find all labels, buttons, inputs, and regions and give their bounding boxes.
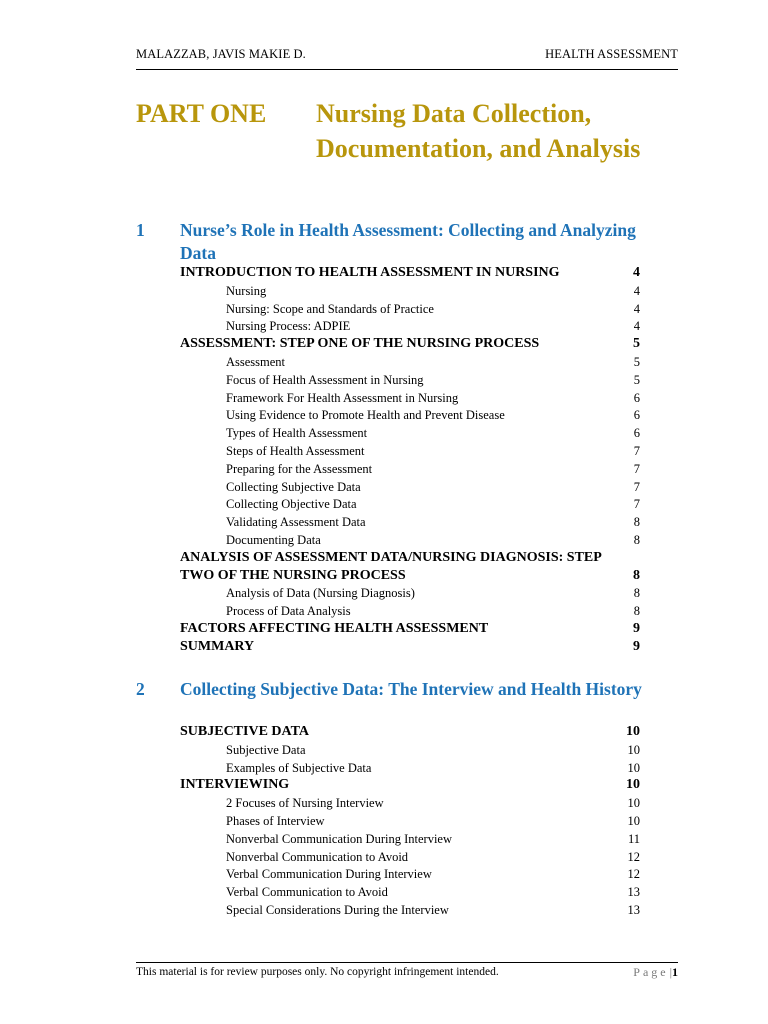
toc-item[interactable]: Assessment 5 <box>226 354 640 369</box>
toc-item[interactable]: Nonverbal Communication During Interview 11 <box>226 831 640 846</box>
toc-section[interactable]: INTERVIEWING 10 <box>180 777 640 793</box>
toc-section[interactable]: ANALYSIS OF ASSESSMENT DATA/NURSING DIAGNOSIS: STEP <box>180 549 602 565</box>
chapter-title: Collecting Subjective Data: The Interview and Health History <box>180 679 642 699</box>
toc-item[interactable]: Collecting Objective Data 7 <box>226 497 640 512</box>
toc-item[interactable]: 2 Focuses of Nursing Interview 10 <box>226 796 640 811</box>
header-author: MALAZZAB, JAVIS MAKIE D. <box>136 47 306 61</box>
toc-item[interactable]: Verbal Communication During Interview 12 <box>226 867 640 882</box>
toc-item[interactable]: Focus of Health Assessment in Nursing 5 <box>226 372 640 387</box>
toc-item[interactable]: Process of Data Analysis 8 <box>226 604 640 619</box>
page-header <box>136 45 678 70</box>
toc-item[interactable]: Nursing Process: ADPIE 4 <box>226 319 640 334</box>
toc-item[interactable]: Framework For Health Assessment in Nursing 6 <box>226 390 640 405</box>
toc-item[interactable]: Collecting Subjective Data 7 <box>226 479 640 494</box>
toc-item[interactable]: Examples of Subjective Data 10 <box>226 760 640 775</box>
toc-item[interactable]: Subjective Data 10 <box>226 742 640 757</box>
footer-disclaimer: This material is for review purposes only. No copyright infringement intended. <box>136 966 499 978</box>
toc-item[interactable]: Nursing 4 <box>226 283 640 298</box>
chapter-number: 2 <box>136 679 145 699</box>
header-subject: HEALTH ASSESSMENT <box>545 47 678 61</box>
toc-item[interactable]: Nonverbal Communication to Avoid 12 <box>226 849 640 864</box>
toc-section[interactable]: INTRODUCTION TO HEALTH ASSESSMENT IN NURSING 4 <box>180 265 640 280</box>
toc-item[interactable]: Types of Health Assessment 6 <box>226 426 640 441</box>
toc-section[interactable]: FACTORS AFFECTING HEALTH ASSESSMENT 9 <box>180 620 640 636</box>
toc-item[interactable]: Using Evidence to Promote Health and Prevent Disease 6 <box>226 408 640 423</box>
toc-item[interactable]: Documenting Data 8 <box>226 532 640 547</box>
part-label: PART ONE <box>136 99 267 128</box>
chapter-title: Nurse’s Role in Health Assessment: Collecting and Analyzing Data <box>180 220 636 263</box>
chapter-2-toc <box>180 725 640 921</box>
toc-section-continued[interactable]: TWO OF THE NURSING PROCESS 8 <box>180 567 640 583</box>
toc-section[interactable]: SUBJECTIVE DATA 10 <box>180 724 640 739</box>
toc-item[interactable]: Nursing: Scope and Standards of Practice 4 <box>226 301 640 316</box>
toc-item[interactable]: Preparing for the Assessment 7 <box>226 461 640 476</box>
toc-item[interactable]: Steps of Health Assessment 7 <box>226 443 640 458</box>
page-number: Page|1 <box>633 965 678 979</box>
toc-item[interactable]: Special Considerations During the Interview 13 <box>226 902 640 917</box>
part-title: Nursing Data Collection, Documentation, and Analysis <box>316 99 641 163</box>
toc-item[interactable]: Analysis of Data (Nursing Diagnosis) 8 <box>226 586 640 601</box>
toc-item[interactable]: Validating Assessment Data 8 <box>226 515 640 530</box>
chapter-1-toc <box>180 266 640 658</box>
toc-section[interactable]: ASSESSMENT: STEP ONE OF THE NURSING PROCESS 5 <box>180 336 640 352</box>
toc-item[interactable]: Phases of Interview 10 <box>226 813 640 828</box>
chapter-number: 1 <box>136 220 145 240</box>
toc-item[interactable]: Verbal Communication to Avoid 13 <box>226 885 640 900</box>
toc-section[interactable]: SUMMARY 9 <box>180 638 640 654</box>
page-footer <box>136 962 678 981</box>
